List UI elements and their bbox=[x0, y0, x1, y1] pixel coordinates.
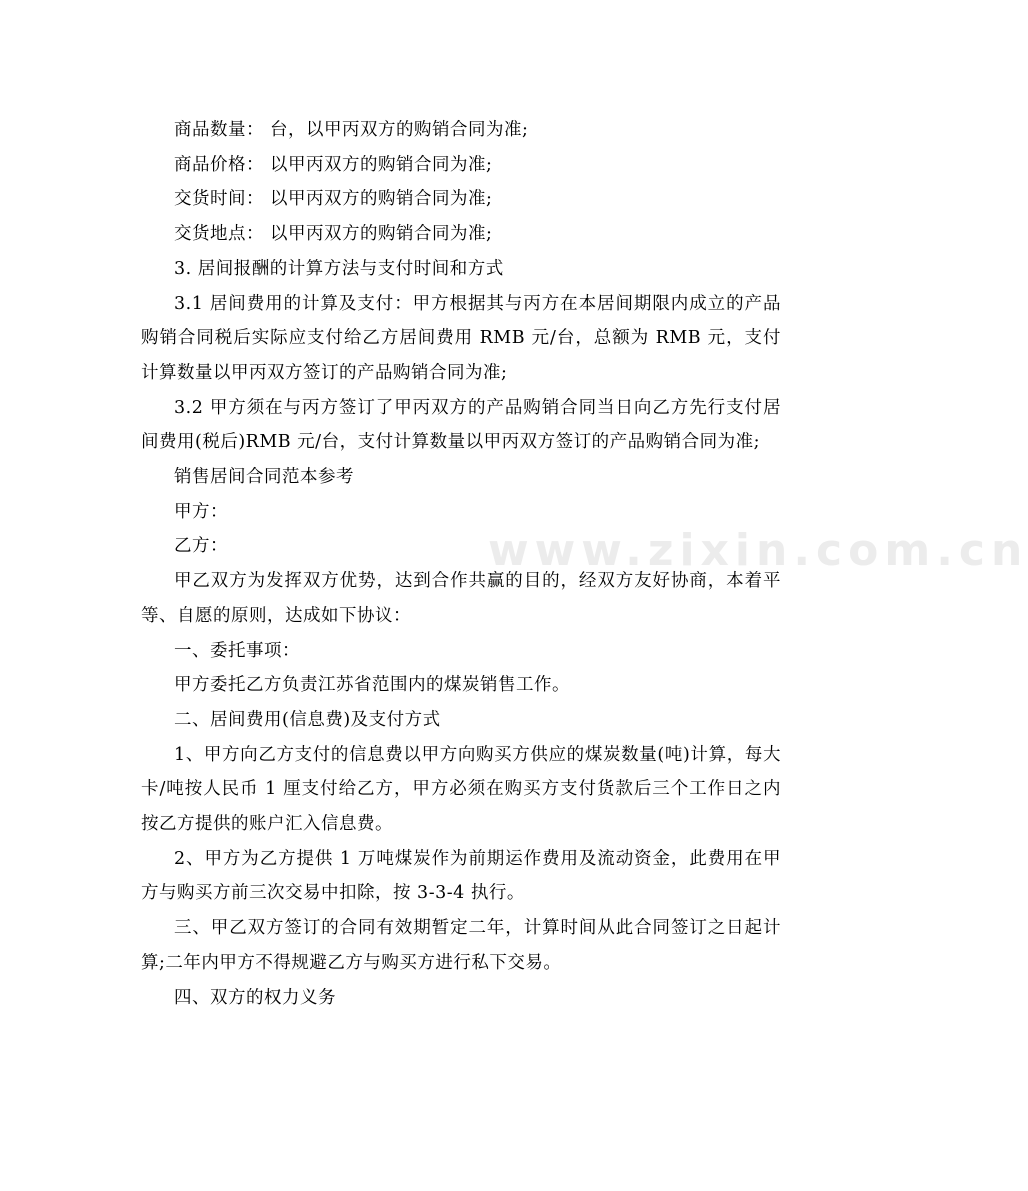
section-heading-remuneration: 3. 居间报酬的计算方法与支付时间和方式 bbox=[174, 258, 504, 279]
document-body bbox=[141, 113, 781, 1015]
paragraph-price: 商品价格： 以甲丙双方的购销合同为准; bbox=[174, 154, 493, 175]
party-b-line: 乙方： bbox=[174, 536, 228, 557]
paragraph-quantity: 商品数量： 台，以甲丙双方的购销合同为准; bbox=[174, 120, 529, 140]
party-a-line: 甲方： bbox=[174, 501, 228, 522]
paragraph-preamble: 甲乙双方为发挥双方优势，达到合作共赢的目的，经双方友好协商，本着平等、自愿的原则，达成如下协议： bbox=[141, 571, 781, 626]
paragraph-delivery-time: 交货时间： 以甲丙双方的购销合同为准; bbox=[174, 189, 493, 210]
watermark-text: www.zixin.com.cn bbox=[488, 525, 1028, 576]
paragraph-clause-3-1: 3.1 居间费用的计算及支付：甲方根据其与丙方在本居间期限内成立的产品购销合同税后实际应支付给乙方居间费用 RMB 元/台，总额为 RMB 元，支付计算数量以甲丙双方签订的产品购销合同为准; bbox=[141, 293, 781, 383]
section-heading-rights-obligations: 四、双方的权力义务 bbox=[174, 987, 336, 1008]
paragraph-term: 三、甲乙双方签订的合同有效期暂定二年，计算时间从此合同签订之日起计算;二年内甲方不得规避乙方与购买方进行私下交易。 bbox=[141, 918, 781, 973]
paragraph-delivery-place: 交货地点： 以甲丙双方的购销合同为准; bbox=[174, 224, 493, 245]
document-title: 销售居间合同范本参考 bbox=[174, 467, 354, 488]
paragraph-entrusted-matters: 甲方委托乙方负责江苏省范围内的煤炭销售工作。 bbox=[174, 675, 570, 696]
paragraph-fee-clause-1: 1、甲方向乙方支付的信息费以甲方向购买方供应的煤炭数量(吨)计算，每大卡/吨按人民币 1 厘支付给乙方，甲方必须在购买方支付货款后三个工作日之内按乙方提供的账户汇入信息费。 bbox=[141, 744, 781, 835]
section-heading-entrusted-matters: 一、委托事项： bbox=[174, 640, 300, 661]
paragraph-clause-3-2: 3.2 甲方须在与丙方签订了甲丙双方的产品购销合同当日向乙方先行支付居间费用(税后)RMB 元/台，支付计算数量以甲丙双方签订的产品购销合同为准; bbox=[141, 397, 781, 453]
section-heading-fees: 二、居间费用(信息费)及支付方式 bbox=[174, 709, 441, 730]
paragraph-fee-clause-2: 2、甲方为乙方提供 1 万吨煤炭作为前期运作费用及流动资金，此费用在甲方与购买方前三次交易中扣除，按 3-3-4 执行。 bbox=[141, 848, 781, 904]
